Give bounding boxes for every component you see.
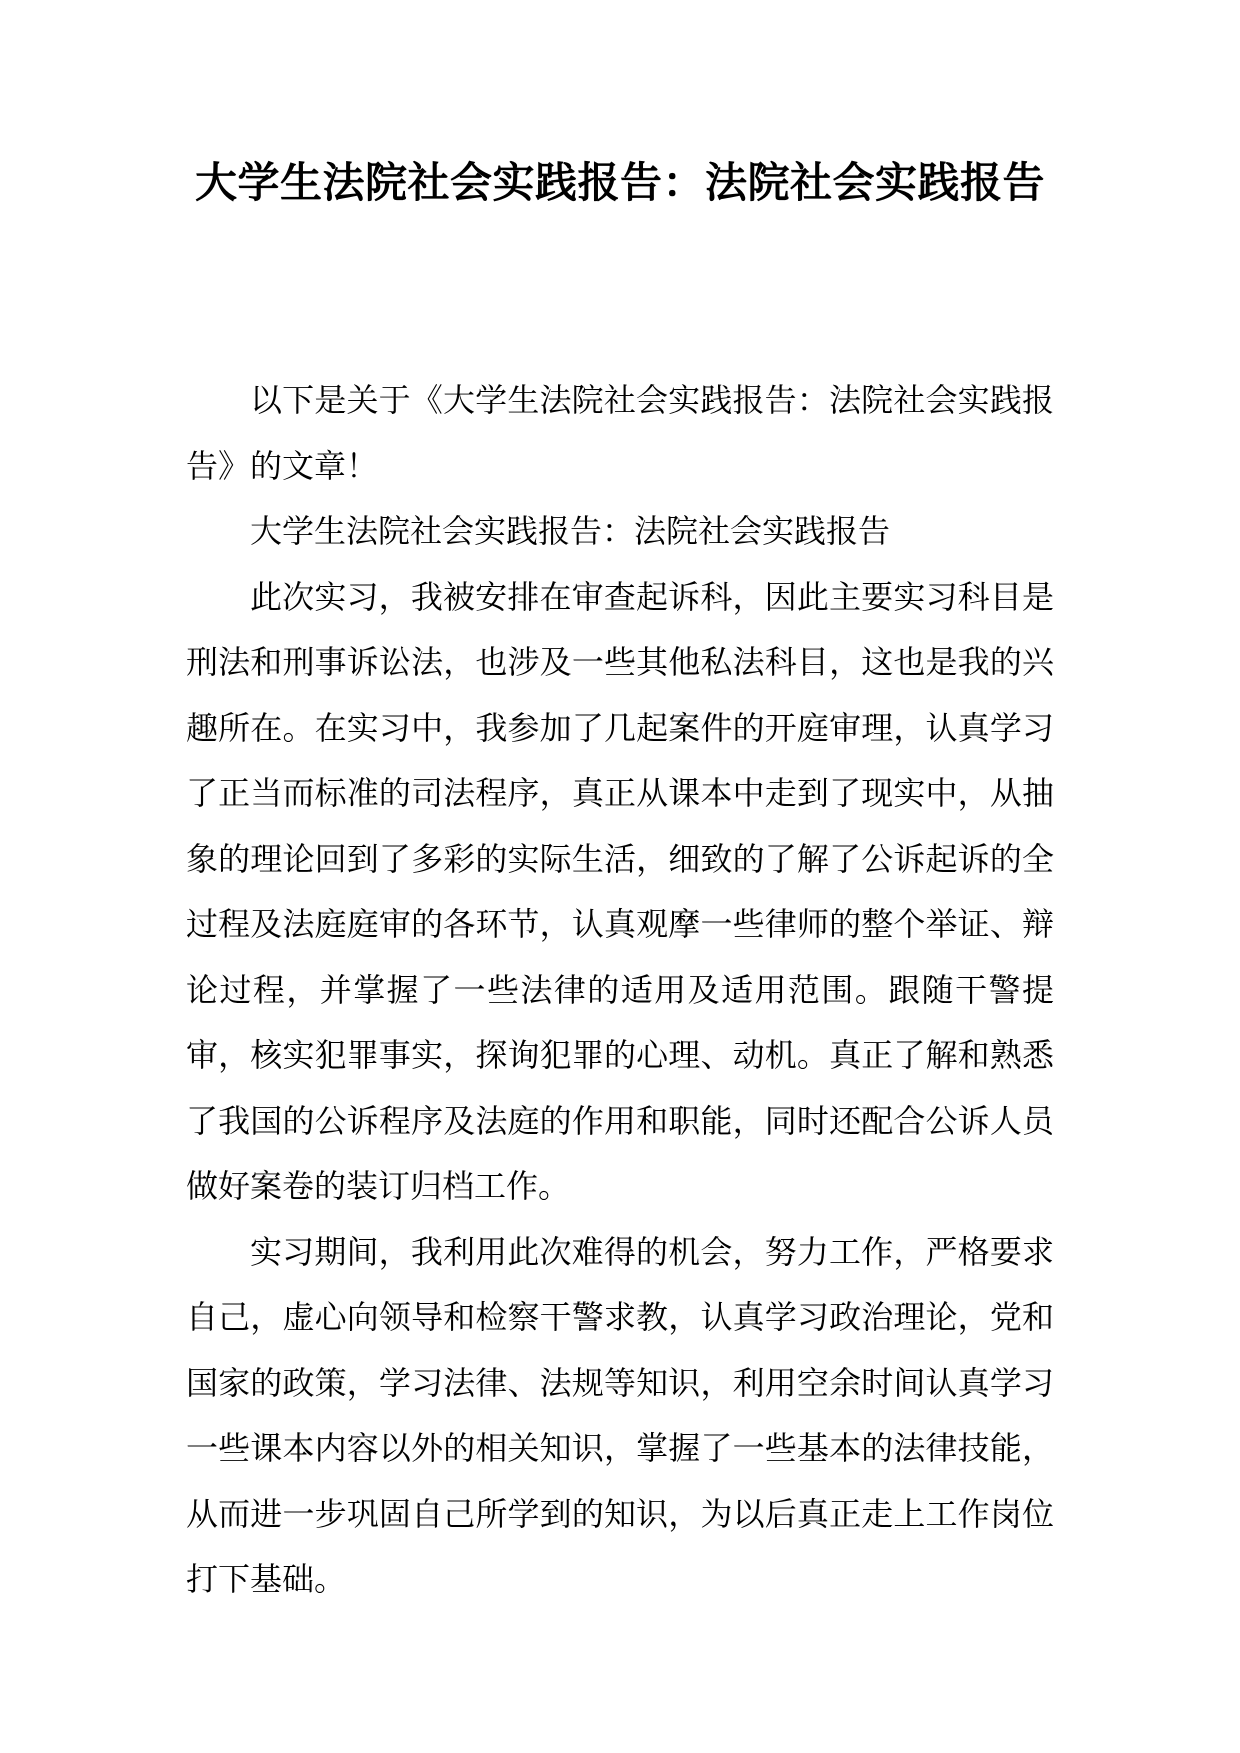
body-paragraph: 此次实习，我被安排在审查起诉科，因此主要实习科目是刑法和刑事诉讼法，也涉及一些其他私法科目，这也是我的兴趣所在。在实习中，我参加了几起案件的开庭审理，认真学习了正当而标准的司法程序，真正从课本中走到了现实中，从抽象的理论回到了多彩的实际生活，细致的了解了公诉起诉的全过程及法庭庭审的各环节，认真观摩一些律师的整个举证、辩论过程，并掌握了一些法律的适用及适用范围。跟随干警提审，核实犯罪事实，探询犯罪的心理、动机。真正了解和熟悉了我国的公诉程序及法庭的作用和职能，同时还配合公诉人员做好案卷的装订归档工作。 xyxy=(186,577,1054,1205)
document-title: 大学生法院社会实践报告：法院社会实践报告 xyxy=(194,158,1045,207)
body-paragraph: 实习期间，我利用此次难得的机会，努力工作，严格要求自己，虚心向领导和检察干警求教，认真学习政治理论，党和国家的政策，学习法律、法规等知识，利用空余时间认真学习一些课本内容以外的相关知识，掌握了一些基本的法律技能，从而进一步巩固自己所学到的知识，为以后真正走上工作岗位打下基础。 xyxy=(186,1232,1054,1598)
intro-paragraph: 以下是关于《大学生法院社会实践报告：法院社会实践报告》的文章！ xyxy=(186,381,1054,485)
subtitle-paragraph: 大学生法院社会实践报告：法院社会实践报告 xyxy=(250,512,891,550)
document-body xyxy=(186,368,1054,1613)
